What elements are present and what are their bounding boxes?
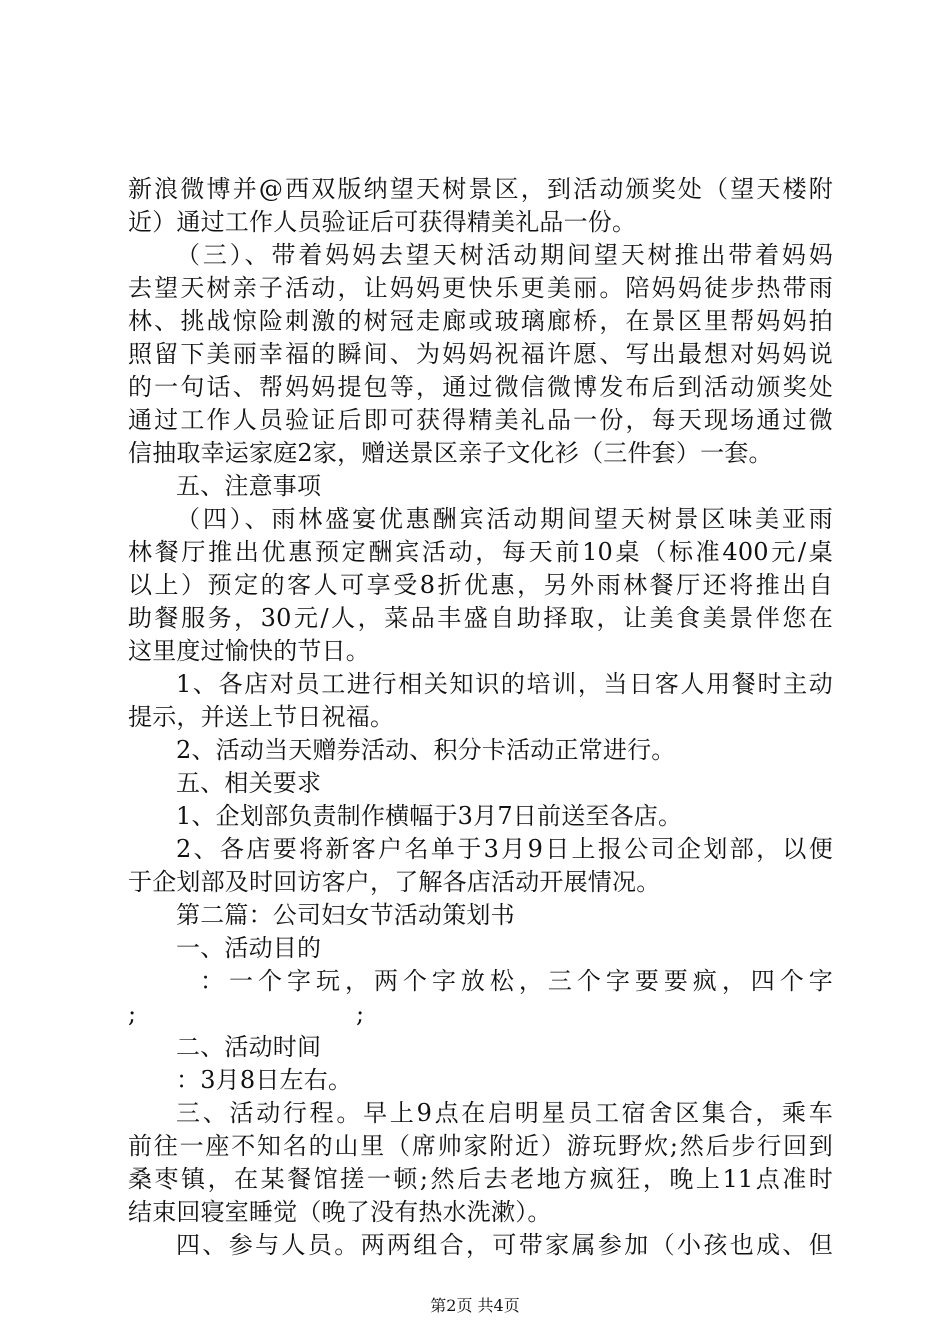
paragraph-line: 通过工作人员验证后即可获得精美礼品一份，每天现场通过微 [128, 406, 833, 434]
section-heading: 五、相关要求 [176, 769, 322, 797]
paragraph-line: 林、挑战惊险刺激的树冠走廊或玻璃廊桥，在景区里帮妈妈拍 [128, 307, 833, 335]
paragraph-line: 这里度过愉快的节日。 [128, 637, 370, 665]
chapter-heading: 第二篇：公司妇女节活动策划书 [176, 901, 515, 929]
paragraph-line: 2、活动当天赠券活动、积分卡活动正常进行。 [176, 736, 676, 764]
paragraph-line: 桑枣镇，在某餐馆搓一顿;然后去老地方疯狂，晚上11点准时 [128, 1165, 833, 1193]
paragraph-line: 近）通过工作人员验证后可获得精美礼品一份。 [128, 208, 637, 236]
paragraph-line: 1、各店对员工进行相关知识的培训，当日客人用餐时主动 [176, 670, 833, 698]
paragraph-line: 于企划部及时回访客户，了解各店活动开展情况。 [128, 868, 661, 896]
paragraph-line: ; [128, 1000, 137, 1028]
paragraph-line: 以上）预定的客人可享受8折优惠，另外雨林餐厅还将推出自 [128, 571, 833, 599]
paragraph-line: 前往一座不知名的山里（席帅家附近）游玩野炊;然后步行回到 [128, 1132, 833, 1160]
paragraph-line: 提示，并送上节日祝福。 [128, 703, 395, 731]
paragraph-line: 照留下美丽幸福的瞬间、为妈妈祝福许愿、写出最想对妈妈说 [128, 340, 833, 368]
paragraph-line: 三、活动行程。早上9点在启明星员工宿舍区集合，乘车 [176, 1099, 833, 1127]
paragraph-line: （四）、雨林盛宴优惠酬宾活动期间望天树景区味美亚雨 [176, 505, 833, 533]
paragraph-line: ：一个字玩，两个字放松，三个字要要疯，四个字 [200, 967, 833, 995]
paragraph-line: 的一句话、帮妈妈提包等，通过微信微博发布后到活动颁奖处 [128, 373, 833, 401]
paragraph-line: 去望天树亲子活动，让妈妈更快乐更美丽。陪妈妈徒步热带雨 [128, 274, 833, 302]
paragraph-line: 结束回寝室睡觉（晚了没有热水洗漱）。 [128, 1198, 552, 1226]
paragraph-line: 助餐服务，30元/人，菜品丰盛自助择取，让美食美景伴您在 [128, 604, 833, 632]
paragraph-line: 四、参与人员。两两组合，可带家属参加（小孩也成、但 [176, 1231, 833, 1259]
section-heading: 一、活动目的 [176, 934, 322, 962]
section-heading: 五、注意事项 [176, 472, 322, 500]
paragraph-line: 1、企划部负责制作横幅于3月7日前送至各店。 [176, 802, 683, 830]
section-heading: 二、活动时间 [176, 1033, 322, 1061]
paragraph-line: （三）、带着妈妈去望天树活动期间望天树推出带着妈妈 [176, 241, 833, 269]
paragraph-line: 林餐厅推出优惠预定酬宾活动，每天前10桌（标准400元/桌 [128, 538, 833, 566]
paragraph-line: ; [356, 1000, 365, 1028]
paragraph-line: 信抽取幸运家庭2家，赠送景区亲子文化衫（三件套）一套。 [128, 439, 773, 467]
paragraph-line: 2、各店要将新客户名单于3月9日上报公司企划部，以便 [176, 835, 833, 863]
paragraph-line: 新浪微博并@西双版纳望天树景区，到活动颁奖处（望天楼附 [128, 175, 833, 203]
page-number: 第2页 共4页 [430, 1296, 520, 1315]
paragraph-line: ：3月8日左右。 [176, 1066, 353, 1094]
